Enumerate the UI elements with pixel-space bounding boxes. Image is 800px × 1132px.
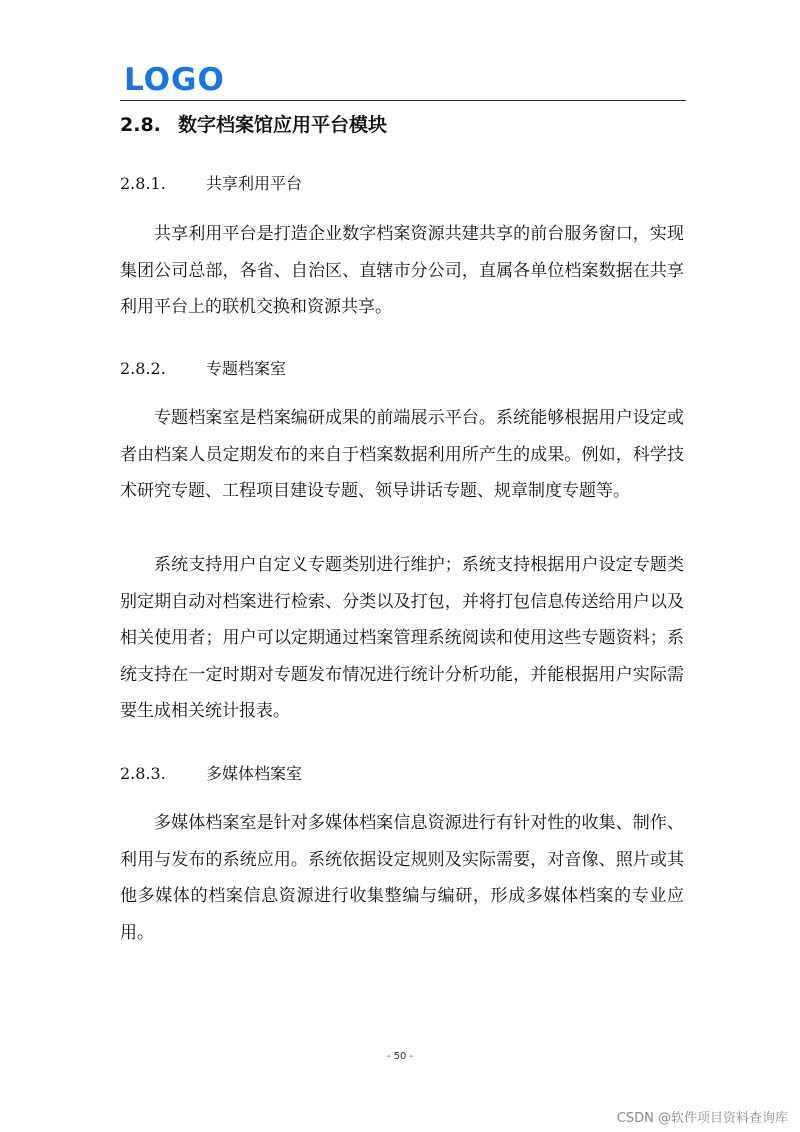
section-number: 2.8. bbox=[120, 114, 161, 136]
paragraph: 专题档案室是档案编研成果的前端展示平台。系统能够根据用户设定或者由档案人员定期发布的来自于档案数据利用所产生的成果。例如，科学技术研究专题、工程项目建设专题、领导讲话专题、规章制度专题等。 bbox=[120, 408, 684, 501]
paragraph: 多媒体档案室是针对多媒体档案信息资源进行有针对性的收集、制作、利用与发布的系统应用。系统依据设定规则及实际需要，对音像、照片或其他多媒体的档案信息资源进行收集整编与编研，形成多媒体档案的专业应用。 bbox=[120, 813, 684, 943]
subsection-number: 2.8.3. bbox=[120, 764, 166, 783]
section-title: 数字档案馆应用平台模块 bbox=[178, 114, 388, 136]
subsection-heading bbox=[120, 762, 302, 786]
subsection-heading bbox=[120, 357, 286, 381]
paragraph: 系统支持用户自定义专题类别进行维护；系统支持根据用户设定专题类别定期自动对档案进行检索、分类以及打包，并将打包信息传送给用户以及相关使用者；用户可以定期通过档案管理系统阅读和使用这些专题资料；系统支持在一定时期对专题发布情况进行统计分析功能，并能根据用户实际需要生成相关统计报表。 bbox=[120, 555, 684, 721]
subsection-number: 2.8.1. bbox=[120, 174, 166, 193]
paragraph: 共享利用平台是打造企业数字档案资源共建共享的前台服务窗口，实现集团公司总部，各省、自治区、直辖市分公司，直属各单位档案数据在共享利用平台上的联机交换和资源共享。 bbox=[120, 224, 684, 317]
subsection-number: 2.8.2. bbox=[120, 359, 166, 378]
page-number: - 50 - bbox=[386, 1051, 414, 1062]
subsection-title: 共享利用平台 bbox=[206, 174, 303, 193]
watermark: CSDN @软件项目资料查询库 bbox=[616, 1111, 788, 1126]
subsection-title: 专题档案室 bbox=[206, 359, 287, 378]
subsection-title: 多媒体档案室 bbox=[206, 764, 303, 783]
header-logo: LOGO bbox=[124, 62, 225, 98]
subsection-heading bbox=[120, 172, 302, 196]
header-rule bbox=[120, 100, 686, 101]
section-heading bbox=[120, 111, 387, 139]
